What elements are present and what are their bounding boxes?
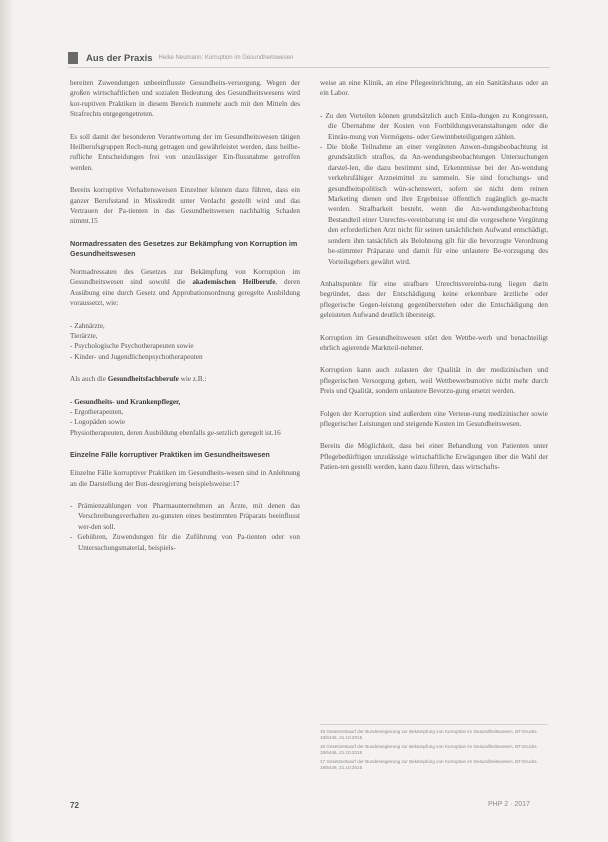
footnote: 16 Gesetzentwurf der Bundesregierung zur Bekämpfung von Korruption im Gesundheitswesen, BT-Drucks. 18/6446, 21.10.2015: [320, 743, 538, 756]
section-title: Aus der Praxis: [86, 52, 153, 64]
footnotes: [320, 724, 548, 773]
running-header: [68, 48, 548, 68]
paragraph: weise an eine Klinik, an eine Pflegeeinrichtung, an ein Sanitätshaus oder an ein Labor.: [320, 79, 548, 98]
bullet-list: [70, 397, 300, 439]
list-item: Physiotherapeuten, deren Ausbildung ebenfalls ge-setzlich geregelt ist.16: [70, 428, 281, 437]
article-subtitle: Heike Neumann: Korruption im Gesundheitswesen: [158, 55, 294, 61]
paragraph: [70, 374, 300, 384]
paragraph: Korruption kann auch zulasten der Qualität in der medizinischen und pflegerischen Versorgung gehen, weil Wettbewerbsmotive nicht mehr durch Preis und Qualität, sondern unlautere Bevorzu-gung ersetzt werden.: [320, 366, 548, 396]
text-run: Normadressaten des Gesetzes zur Bekämpfung von Korruption im Gesundheitswesen sind sowohl die: [70, 267, 300, 287]
list-item: - Zu den Vorteilen können grundsätzlich auch Einla-dungen zu Kongressen, die Übernahme der Kosten von Fortbildungsveranstaltungen oder die Einräu-mung von Vermögens- oder Gewinnbeteiligungen zählen.: [320, 111, 548, 141]
section-heading: Einzelne Fälle korruptiver Praktiken im Gesundheitswesen: [70, 450, 270, 460]
paragraph: [70, 267, 300, 309]
list-item: - Psychologische Psychotherapeuten sowie: [70, 342, 194, 351]
left-column: [70, 78, 300, 565]
text-run: , deren Ausübung eine durch Gesetz und Approbationsordnung geregelte Ausbildung voraussetzt, wie:: [70, 278, 301, 308]
right-column: [320, 78, 548, 485]
bullet-list: [70, 501, 300, 553]
bullet-list: [320, 111, 548, 267]
paragraph: Bereits korruptive Verhaltensweisen Einzelner können dazu führen, dass ein ganzer Berufsstand in Misskredit unter Verdacht gestellt wird und das Vertrauen der Pa-tienten in das Gesundheitswesen nachhaltig Schaden nimmt.15: [70, 186, 300, 226]
footnote: 17 Gesetzentwurf der Bundesregierung zur Bekämpfung von Korruption im Gesundheitswesen, BT-Drucks. 18/6446, 21.10.2015: [320, 758, 538, 771]
text-run: wie z.B.:: [178, 375, 207, 384]
list-item: - Gesundheits- und Krankenpfleger,: [70, 397, 181, 406]
list-item: - Ergotherapeuten,: [70, 407, 124, 416]
header-divider: [68, 67, 550, 68]
list-item: - Die bloße Teilnahme an einer vergüteten Anwen-dungsbeobachtung ist grundsätzlich straflos, da An-wendungsbeobachtungen Untersuchungen darstel-len, die dazu bestimmt sind, Erkenntnisse bei der An-wendung verkehrsfähiger Arzneimittel zu sammeln. Sie sind forschungs- und gesundheitspolitisch wün-schenswert, sofern sie nicht dem reinen Marketing dienen und ihre Ergebnisse öffentlich zugänglich ge-macht werden. Strafbarkeit besteht, wenn die An-wendungsbeobachtung Bestandteil einer Unrechts-vereinbarung ist und die vorgesehene Vergütung den erforderlichen Arzt nicht für seinen tatsächlichen Aufwand entschädigt, sondern ihm tatsächlich als Belohnung gilt für die bevorzugte Verordnung be-stimmter Präparate und damit für eine unlautere Be-vorzugung des Vorteilsgebers gewährt wird.: [320, 143, 548, 266]
list-item: Tierärzte,: [70, 331, 98, 340]
list-item: - Gebühren, Zuwendungen für die Zuführung von Pa-tienten oder von Untersuchungsmaterial, beispiels-: [70, 533, 300, 552]
list-item: - Kinder- und Jugendlichenpsychotherapeuten: [70, 352, 203, 361]
footnote: 15 Gesetzentwurf der Bundesregierung zur Bekämpfung von Korruption im Gesundheitswesen, BT-Drucks. 18/6446, 21.10.2015: [320, 729, 538, 741]
section-marker-square: [68, 52, 78, 64]
paragraph: Es soll damit der besonderen Verantwortung der im Gesundheitswesen tätigen Heilberufsgruppen Rech-nung getragen und gewährleistet werden, dass heilbe-rufliche Entscheidungen frei von unzulässiger Ein-flussnahme getroffen werden.: [70, 132, 300, 172]
page-number: 72: [70, 801, 79, 810]
journal-issue: PHP 2 · 2017: [488, 801, 530, 808]
section-heading: Normadressaten des Gesetzes zur Bekämpfung von Korruption im Gesundheitswesen: [70, 238, 298, 258]
list-item: - Prämienzahlungen von Pharmaunternehmen an Ärzte, mit denen das Verschreibungsverhalten zu-gunsten eines bestimmten Präparats beeinflusst wer-den soll.: [70, 501, 300, 531]
paragraph: Folgen der Korruption sind außerdem eine Verteue-rung medizinischer sowie pflegerischer Leistungen und steigende Kosten im Gesundheitswesen.: [320, 409, 548, 428]
bullet-list: [70, 321, 300, 363]
list-item: - Logopäden sowie: [70, 418, 126, 427]
list-item: - Zahnärzte,: [70, 321, 105, 330]
text-run: Als auch die: [70, 375, 108, 384]
emphasis-text: Gesundheitsfachberufe: [107, 375, 179, 384]
paragraph: Bereits die Möglichkeit, dass bei einer Behandlung von Patienten unter Pflegebedürftigen unzulässige wirtschaftliche Erwägungen über die Wahl der Patien-ten gestellt werden, kann dazu führen, dass wirtschafts-: [320, 442, 548, 472]
paragraph: Einzelne Fälle korruptiver Praktiken im Gesundheits-wesen sind in Anlehnung an die Darstellung der Bun-desregierung beispielsweise:17: [70, 469, 300, 488]
paragraph: Anhaltspunkte für eine strafbare Unrechtsvereinba-rung liegen darin begründet, dass der Entschädigung keine erkennbare ärztliche oder pflegerische Gegen-leistung gegenüberstehen oder die Entschädigung den geleisteten Aufwand deutlich übersteigt.: [320, 279, 548, 320]
paragraph: Korruption im Gesundheitswesen stört den Wettbe-werb und benachteiligt ehrlich agierende Marktteil-nehmer.: [320, 333, 548, 352]
emphasis-text: akademischen Heilberufe: [192, 278, 276, 287]
page-edge-shadow: [0, 0, 14, 842]
paragraph: bereiten Zuwendungen unbeeinflusste Gesundheits-versorgung. Wegen der großen wirtschaftlichen und sozialen Bedeutung des Gesundheitswesens wird kor-ruptiven Praktiken in diesem Bereich nunmehr auch mit den Mitteln des Strafrechts entgegengetreten.: [70, 79, 300, 119]
